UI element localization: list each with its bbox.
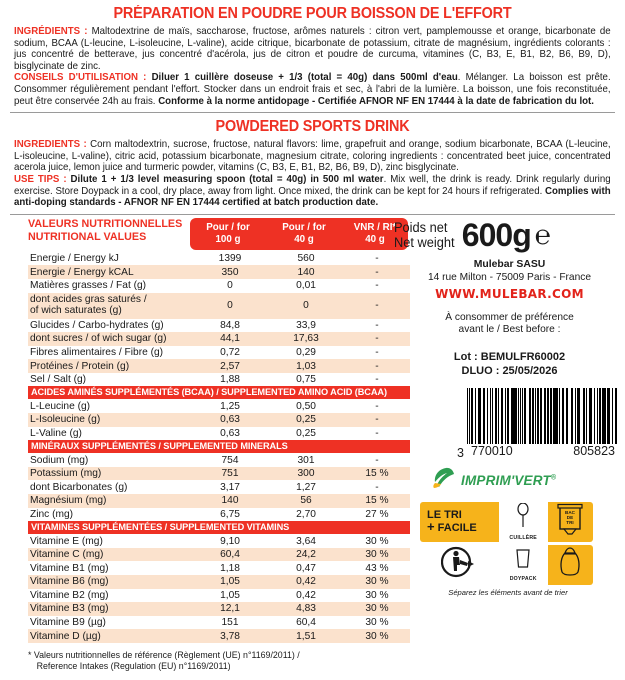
- nutrition-footnote: [28, 650, 370, 672]
- value-100g: 44,1: [192, 332, 268, 346]
- value-40g: 140: [268, 265, 344, 279]
- value-rda: -: [344, 293, 410, 319]
- row-label: Magnésium (mg): [28, 494, 192, 508]
- row-label: Zinc (mg): [28, 508, 192, 522]
- row-label: Vitamine D (µg): [28, 629, 192, 643]
- svg-text:BAC: BAC: [565, 510, 576, 516]
- row-label: Glucides / Carbo-hydrates (g): [28, 319, 192, 333]
- value-100g: 0,63: [192, 427, 268, 441]
- value-100g: 6,75: [192, 508, 268, 522]
- value-40g: 560: [268, 252, 344, 266]
- english-usage: [14, 174, 611, 209]
- column-header-100g-line2: 100 g: [215, 233, 241, 245]
- row-label-line: dont acides gras saturés /: [30, 294, 147, 305]
- svg-text:DE: DE: [567, 515, 574, 521]
- value-rda: 15 %: [344, 494, 410, 508]
- value-40g: 1,51: [268, 629, 344, 643]
- value-40g: 0,42: [268, 589, 344, 603]
- table-row: [28, 279, 410, 293]
- table-row: [28, 359, 410, 373]
- value-40g: 300: [268, 467, 344, 481]
- value-100g: 1,05: [192, 575, 268, 589]
- footnote-line-1: * Valeurs nutritionnelles de référence (Règlement (UE) n°1169/2011) /: [28, 649, 300, 660]
- value-rda: 15 %: [344, 467, 410, 481]
- value-100g: 1,25: [192, 399, 268, 413]
- nutrition-table: [28, 252, 410, 643]
- value-40g: 1,03: [268, 359, 344, 373]
- column-header-rda-line2: 40 g: [365, 233, 385, 245]
- nutrition-table-header: [28, 217, 397, 252]
- french-usage-lead: CONSEILS D'UTILISATION :: [14, 72, 147, 84]
- imprimvert-label: IMPRIM'VERT: [461, 472, 551, 488]
- value-100g: 151: [192, 616, 268, 630]
- table-row: [28, 534, 410, 548]
- english-ingredients-text: Corn maltodextrin, sucrose, fructose, natural flavors: lime, grapefruit and orange, sodium bicarbonate, BCAA (L-leucine, L-isoleucine, L-valine), citric acid, potassium bicarbonate, magnesium citrate, coloring ingredients : concentrated beet juice, concentrated acerola juice, lemon juice and turmeric powder, vitamins (C, B3, E, B1, B2, B6, B9, D), zinc bisglycinate.: [14, 139, 611, 174]
- row-label: Vitamine C (mg): [28, 548, 192, 562]
- estimated-sign-icon: ℮: [534, 219, 551, 250]
- table-row: [28, 427, 410, 441]
- group-header-label: MINÉRAUX SUPPLÉMENTÉS / SUPPLEMENTED MINERALS: [31, 441, 288, 453]
- english-ingredients-lead: INGREDIENTS :: [14, 139, 87, 151]
- section-divider-1: [10, 112, 615, 113]
- value-100g: 9,10: [192, 534, 268, 548]
- bin-cell: [548, 502, 593, 542]
- table-row: [28, 494, 410, 508]
- lot-info: [394, 350, 625, 378]
- value-100g: 0,63: [192, 413, 268, 427]
- english-section: [0, 118, 625, 209]
- imprimvert-logo: [394, 466, 625, 495]
- recycling-panel: [394, 502, 625, 597]
- value-rda: -: [344, 399, 410, 413]
- value-rda: 30 %: [344, 589, 410, 603]
- net-weight-value: 600g: [461, 216, 531, 253]
- french-title: PRÉPARATION EN POUDRE POUR BOISSON DE L'EFFORT: [113, 5, 512, 22]
- table-row: [28, 265, 410, 279]
- value-40g: 0: [268, 293, 344, 319]
- lot-number: Lot : BEMULFR60002: [453, 350, 566, 363]
- english-usage-bold-1: Dilute 1 + 1/3 level measuring spoon (total = 40g) in 500 ml water: [66, 173, 384, 185]
- recycling-bin-icon: [555, 503, 585, 540]
- table-row: [28, 575, 410, 589]
- value-100g: 754: [192, 453, 268, 467]
- company-website[interactable]: WWW.MULEBAR.COM: [435, 286, 584, 301]
- value-40g: 24,2: [268, 548, 344, 562]
- english-usage-lead: USE TIPS :: [14, 173, 67, 185]
- value-40g: 0,47: [268, 561, 344, 575]
- value-40g: 17,63: [268, 332, 344, 346]
- value-rda: -: [344, 346, 410, 360]
- value-rda: 30 %: [344, 602, 410, 616]
- tri-facile-title: [420, 502, 499, 542]
- value-rda: -: [344, 265, 410, 279]
- table-row: [28, 548, 410, 562]
- value-40g: 0,75: [268, 373, 344, 387]
- french-usage-bold-1: Diluer 1 cuillère doseuse + 1/3 (total = 40g) dans 500ml d'eau: [146, 72, 458, 84]
- value-rda: -: [344, 427, 410, 441]
- recycling-note: Séparez les éléments avant de trier: [448, 587, 568, 597]
- value-40g: 0,29: [268, 346, 344, 360]
- barcode-lead-digit: 3: [457, 445, 464, 460]
- table-row: [28, 399, 410, 413]
- table-row: [28, 629, 410, 643]
- best-before-line-2: avant le / Best before :: [458, 324, 561, 336]
- english-ingredients: [14, 139, 611, 174]
- value-40g: 2,70: [268, 508, 344, 522]
- column-header-100g-line1: Pour / for: [206, 222, 250, 234]
- table-row: [28, 413, 410, 427]
- tri-title-line-2: [420, 521, 499, 534]
- net-weight-labels: [394, 220, 455, 250]
- value-100g: 60,4: [192, 548, 268, 562]
- french-ingredients: [14, 26, 611, 72]
- svg-text:TRI: TRI: [566, 520, 575, 526]
- dluo-date: DLUO : 25/05/2026: [461, 364, 558, 377]
- value-rda: -: [344, 373, 410, 387]
- doypack-label: DOYPACK: [509, 575, 537, 582]
- french-ingredients-text: Maltodextrine de maïs, saccharose, fructose, arômes naturels : citron vert, pamplemousse et orange, bicarbonate de sodium, BCAA (L-leucine, L-isoleucine, L-valine), acide citrique, bicarbonate de potassium, citrate de magnésium, ingrédients colorants : jus concentré de betterave, jus concentré d'acérola, jus de citron et poudre de curcuma, vitamines (C, B3, E, B1, B2, B6, B9, D), bisglycinate de zinc.: [14, 26, 611, 72]
- value-100g: 350: [192, 265, 268, 279]
- row-label: Vitamine E (mg): [28, 534, 192, 548]
- value-rda: 30 %: [344, 629, 410, 643]
- table-row: [28, 252, 410, 266]
- barcode-digits-left: 770010: [471, 443, 513, 458]
- lower-area: [0, 218, 625, 672]
- value-100g: 12,1: [192, 602, 268, 616]
- value-rda: -: [344, 332, 410, 346]
- table-row: [28, 346, 410, 360]
- row-label: L-Valine (g): [28, 427, 192, 441]
- nutrition-table-title: [28, 218, 182, 244]
- value-rda: -: [344, 279, 410, 293]
- row-label: Vitamine B3 (mg): [28, 602, 192, 616]
- bag-cell: [548, 545, 593, 585]
- french-ingredients-lead: INGRÉDIENTS :: [14, 26, 88, 37]
- value-100g: 1,88: [192, 373, 268, 387]
- barcode-image: [467, 388, 619, 444]
- table-row: [28, 467, 410, 481]
- nutrition-table-column: [0, 217, 397, 672]
- row-label: L-Isoleucine (g): [28, 413, 192, 427]
- net-weight-label-fr: Poids net: [394, 219, 448, 235]
- section-divider-2: [10, 214, 615, 215]
- value-40g: 60,4: [268, 616, 344, 630]
- value-40g: 0,25: [268, 427, 344, 441]
- tri-plus-sign: +: [427, 519, 435, 535]
- spoon-label: CUILLÈRE: [509, 534, 537, 541]
- english-title: POWDERED SPORTS DRINK: [215, 118, 410, 136]
- leaf-icon: [432, 466, 458, 495]
- barcode-digits-right: 805823: [573, 443, 615, 458]
- column-header-100g: [190, 222, 266, 245]
- group-header-bcaa: [28, 386, 410, 399]
- value-100g: 0: [192, 293, 268, 319]
- value-100g: 3,17: [192, 480, 268, 494]
- imprimvert-text: [461, 473, 556, 488]
- value-rda: 30 %: [344, 575, 410, 589]
- table-row: [28, 589, 410, 603]
- table-row: [28, 480, 410, 494]
- row-label: dont Bicarbonates (g): [28, 480, 192, 494]
- row-label: L-Leucine (g): [28, 399, 192, 413]
- row-label: Energie / Energy kCAL: [28, 265, 192, 279]
- value-rda: -: [344, 359, 410, 373]
- table-row: [28, 319, 410, 333]
- row-label: Matières grasses / Fat (g): [28, 279, 192, 293]
- best-before-label: [394, 312, 625, 337]
- row-label: Protéines / Protein (g): [28, 359, 192, 373]
- french-section: [0, 5, 625, 107]
- table-row: [28, 602, 410, 616]
- row-label: Vitamine B9 (µg): [28, 616, 192, 630]
- value-100g: 1,05: [192, 589, 268, 603]
- table-row: [28, 293, 410, 319]
- row-label: Sodium (mg): [28, 453, 192, 467]
- table-row: [28, 453, 410, 467]
- value-100g: 1399: [192, 252, 268, 266]
- value-rda: -: [344, 453, 410, 467]
- french-usage-text-1: . Mélanger. La boisson est prête. Consommer régulièrement pendant l'effort. Stocker dans un endroit frais et sec, à l'abri de la lumière. La boisson, une fois reconstituée, peut être conservée 24h au frais.: [14, 72, 611, 107]
- english-usage-bold-2: Complies with anti-doping standards - AFNOR NF EN 17444 certified at batch production date.: [14, 185, 611, 209]
- recycling-row-2: [420, 545, 596, 585]
- nutrition-title-en: NUTRITIONAL VALUES: [28, 230, 147, 243]
- group-header-vitamins: [28, 521, 410, 534]
- row-label: Potassium (mg): [28, 467, 192, 481]
- tri-title-line-1: LE TRI: [427, 509, 462, 522]
- value-40g: 301: [268, 453, 344, 467]
- net-weight-label-en: Net weight: [394, 234, 455, 250]
- company-name: Mulebar SASU: [473, 258, 546, 270]
- value-rda: -: [344, 480, 410, 494]
- value-rda: -: [344, 252, 410, 266]
- row-label: [28, 293, 192, 319]
- value-100g: 140: [192, 494, 268, 508]
- column-header-40g-line2: 40 g: [294, 233, 314, 245]
- value-100g: 2,57: [192, 359, 268, 373]
- group-header-label: ACIDES AMINÉS SUPPLÉMENTÉS (BCAA) / SUPPLEMENTED AMINO ACID (BCAA): [31, 387, 387, 399]
- value-40g: 33,9: [268, 319, 344, 333]
- value-40g: 0,50: [268, 399, 344, 413]
- row-label: Vitamine B1 (mg): [28, 561, 192, 575]
- value-rda: 27 %: [344, 508, 410, 522]
- waste-bag-icon: [555, 546, 585, 583]
- spoon-cell: [502, 502, 545, 542]
- column-header-40g: [266, 222, 342, 245]
- value-40g: 1,27: [268, 480, 344, 494]
- barcode-block: [394, 388, 625, 458]
- nutrition-title-fr: VALEURS NUTRITIONNELLES: [28, 217, 183, 230]
- nutrition-column-headers: [190, 218, 408, 250]
- column-header-40g-line1: Pour / for: [282, 222, 326, 234]
- table-row: [28, 373, 410, 387]
- value-rda: 30 %: [344, 616, 410, 630]
- tri-title-facile: FACILE: [437, 522, 477, 535]
- row-label: Energie / Energy kJ: [28, 252, 192, 266]
- value-40g: 0,25: [268, 413, 344, 427]
- value-40g: 0,01: [268, 279, 344, 293]
- table-row: [28, 508, 410, 522]
- group-header-minerals: [28, 440, 410, 453]
- group-header-label: VITAMINES SUPPLÉMENTÉES / SUPPLEMENTED VITAMINS: [31, 522, 290, 534]
- company-address: 14 rue Milton - 75009 Paris - France: [427, 271, 592, 283]
- barcode-digits: [467, 444, 619, 458]
- french-usage: [14, 72, 611, 107]
- value-40g: 0,42: [268, 575, 344, 589]
- recycling-row-1: [420, 502, 596, 542]
- row-label: Sel / Salt (g): [28, 373, 192, 387]
- table-row: [28, 561, 410, 575]
- imprimvert-registered-icon: ®: [550, 474, 557, 482]
- product-info-column: [384, 218, 625, 672]
- value-rda: 43 %: [344, 561, 410, 575]
- value-100g: 3,78: [192, 629, 268, 643]
- value-rda: -: [344, 319, 410, 333]
- nutrition-label: [0, 5, 625, 680]
- value-40g: 4,83: [268, 602, 344, 616]
- pouch-cell: [502, 545, 545, 585]
- spoon-icon: [515, 503, 531, 534]
- table-row: [28, 616, 410, 630]
- doypack-icon: [514, 548, 532, 575]
- net-weight-block: [394, 216, 625, 253]
- triman-icon: [441, 545, 477, 584]
- english-usage-text-1: . Mix well, the drink is ready. Drink regularly during exercise. Store Doypack in a cool, dry place, away from light. Once mixed, the drink can be kept for 24 hours if refrigerated.: [14, 173, 611, 197]
- best-before-line-1: À consommer de préférence: [445, 311, 574, 323]
- triman-cell: [420, 545, 499, 585]
- french-usage-bold-2: Conforme à la norme antidopage - Certifiée AFNOR NF EN 17444 à la date de fabrication du lot.: [158, 95, 594, 107]
- value-100g: 0,72: [192, 346, 268, 360]
- value-100g: 751: [192, 467, 268, 481]
- value-100g: 1,18: [192, 561, 268, 575]
- row-label: Vitamine B6 (mg): [28, 575, 192, 589]
- value-rda: -: [344, 413, 410, 427]
- table-row: [28, 332, 410, 346]
- column-header-rda-line1: VNR / RI*: [353, 222, 397, 234]
- value-40g: 56: [268, 494, 344, 508]
- value-100g: 84,8: [192, 319, 268, 333]
- value-100g: 0: [192, 279, 268, 293]
- value-rda: 30 %: [344, 534, 410, 548]
- value-rda: 30 %: [344, 548, 410, 562]
- row-label-line: of wich saturates (g): [30, 304, 122, 316]
- row-label: Fibres alimentaires / Fibre (g): [28, 346, 192, 360]
- row-label: dont sucres / of wich sugar (g): [28, 332, 192, 346]
- row-label: Vitamine B2 (mg): [28, 589, 192, 603]
- value-40g: 3,64: [268, 534, 344, 548]
- footnote-line-2: Reference Intakes (Regulation (EU) n°1169/2011): [36, 660, 231, 671]
